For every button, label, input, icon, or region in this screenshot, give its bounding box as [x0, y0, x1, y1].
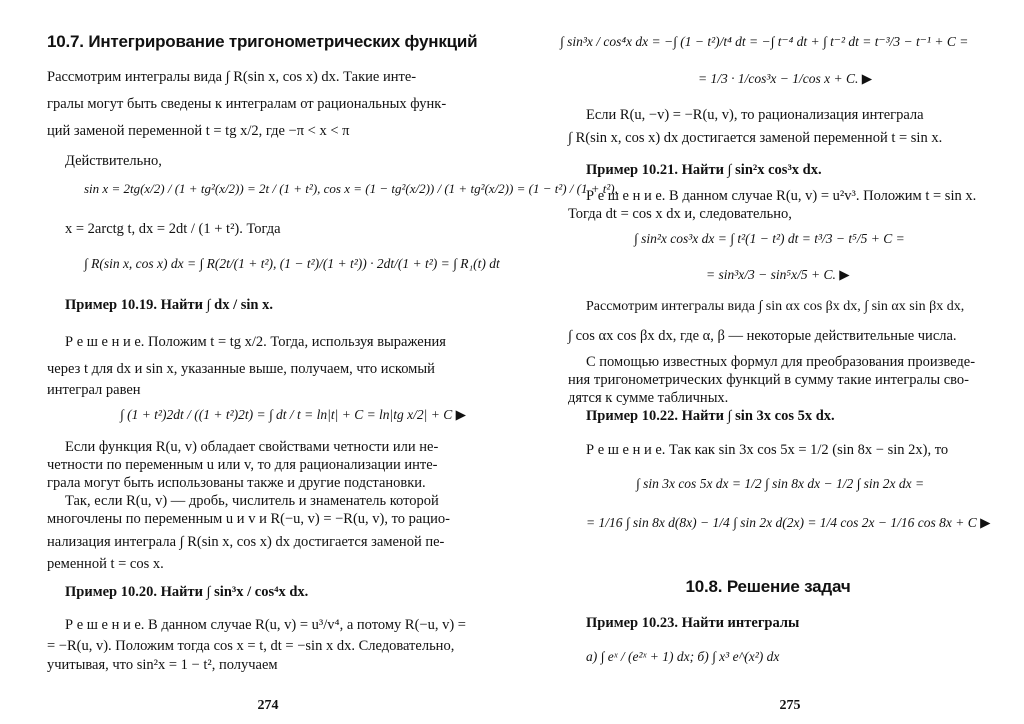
text-line: нализация интеграла ∫ R(sin x, cos x) dx достигается заменой пе-	[47, 534, 445, 550]
example-heading: Пример 10.19. Найти ∫ dx / sin x.	[65, 297, 273, 313]
text-line: Действительно,	[65, 153, 162, 169]
text-line: Так, если R(u, v) — дробь, числитель и знаменатель которой	[65, 493, 439, 509]
text-line: ния тригонометрических функций в сумму такие интегралы сво-	[568, 372, 969, 388]
text-line: четности по переменным u или v, то для рационализации инте-	[47, 457, 438, 473]
text-line: ∫ cos αx cos βx dx, где α, β — некоторые действительные числа.	[568, 328, 957, 344]
formula: ∫ sin 3x cos 5x dx = 1/2 ∫ sin 8x dx − 1/2 ∫ sin 2x dx =	[636, 476, 925, 491]
text-line: ций заменой переменной t = tg x/2, где −π < x < π	[47, 123, 350, 139]
formula: = sin³x/3 − sin⁵x/5 + C. ▶	[706, 267, 850, 282]
text-line: через t для dx и sin x, указанные выше, получаем, что искомый	[47, 361, 435, 377]
example-heading: Пример 10.20. Найти ∫ sin³x / cos⁴x dx.	[65, 584, 309, 600]
text-line: С помощью известных формул для преобразования произведе-	[586, 354, 976, 370]
example-heading: Пример 10.23. Найти интегралы	[586, 615, 800, 631]
formula: = 1/3 · 1/cos³x − 1/cos x + C. ▶	[698, 71, 873, 86]
text-line: многочлены по переменным u и v и R(−u, v) = −R(u, v), то рацио-	[47, 511, 450, 527]
page-number: 274	[257, 698, 279, 713]
formula: а) ∫ eˣ / (e²ˣ + 1) dx; б) ∫ x³ e^(x²) dx	[586, 649, 780, 664]
formula: ∫ R(sin x, cos x) dx = ∫ R(2t/(1 + t²), (1 − t²)/(1 + t²)) · 2dt/(1 + t²) = ∫ R₁(t) dt	[84, 256, 500, 271]
text-line: дятся к сумме табличных.	[568, 390, 729, 406]
text-line: гралы могут быть сведены к интегралам от рациональных функ-	[47, 96, 447, 112]
formula: ∫ sin²x cos³x dx = ∫ t²(1 − t²) dt = t³/3 − t⁵/5 + C =	[634, 231, 905, 246]
text-line: ∫ R(sin x, cos x) dx достигается заменой переменной t = sin x.	[568, 130, 943, 146]
formula: ∫ (1 + t²)2dt / ((1 + t²)2t) = ∫ dt / t = ln|t| + C = ln|tg x/2| + C ▶	[120, 407, 466, 422]
text-line: учитывая, что sin²x = 1 − t², получаем	[47, 657, 278, 673]
text-line: ременной t = cos x.	[47, 556, 164, 572]
text-line: Р е ш е н и е. Так как sin 3x cos 5x = 1/2 (sin 8x − sin 2x), то	[586, 442, 949, 458]
text-line: Рассмотрим интегралы вида ∫ sin αx cos βx dx, ∫ sin αx sin βx dx,	[586, 299, 965, 314]
text-line: Рассмотрим интегралы вида ∫ R(sin x, cos x) dx. Такие инте-	[47, 69, 417, 85]
text-line: = −R(u, v). Положим тогда cos x = t, dt = −sin x dx. Следовательно,	[47, 638, 455, 654]
text-line: Тогда dt = cos x dx и, следовательно,	[568, 206, 792, 222]
text-line: Р е ш е н и е. Положим t = tg x/2. Тогда, используя выражения	[65, 334, 446, 350]
text-line: грала могут быть использованы также и другие подстановки.	[47, 475, 426, 491]
text-line: Р е ш е н и е. В данном случае R(u, v) = u²v³. Положим t = sin x.	[586, 188, 977, 204]
formula: sin x = 2tg(x/2) / (1 + tg²(x/2)) = 2t / (1 + t²), cos x = (1 − tg²(x/2)) / (1 + tg²(x/2)) = (1 − t²) / (1 + t²),	[84, 181, 618, 196]
formula: ∫ sin³x / cos⁴x dx = −∫ (1 − t²)/t⁴ dt = −∫ t⁻⁴ dt + ∫ t⁻² dt = t⁻³/3 − t⁻¹ + C =	[560, 34, 969, 49]
section-heading: 10.7. Интегрирование тригонометрических функций	[47, 32, 478, 51]
page-number: 275	[779, 698, 801, 713]
formula: = 1/16 ∫ sin 8x d(8x) − 1/4 ∫ sin 2x d(2x) = 1/4 cos 2x − 1/16 cos 8x + C ▶	[586, 515, 991, 530]
right-page	[512, 0, 1024, 724]
text-line: интеграл равен	[47, 382, 141, 398]
text-line: Р е ш е н и е. В данном случае R(u, v) = u³/v⁴, а потому R(−u, v) =	[65, 617, 466, 633]
example-heading: Пример 10.21. Найти ∫ sin²x cos³x dx.	[586, 162, 822, 178]
section-heading: 10.8. Решение задач	[685, 577, 851, 596]
text-line: x = 2arctg t, dx = 2dt / (1 + t²). Тогда	[65, 221, 281, 237]
text-line: Если R(u, −v) = −R(u, v), то рационализация интеграла	[586, 107, 924, 123]
text-line: Если функция R(u, v) обладает свойствами четности или не-	[65, 439, 439, 455]
example-heading: Пример 10.22. Найти ∫ sin 3x cos 5x dx.	[586, 408, 835, 424]
